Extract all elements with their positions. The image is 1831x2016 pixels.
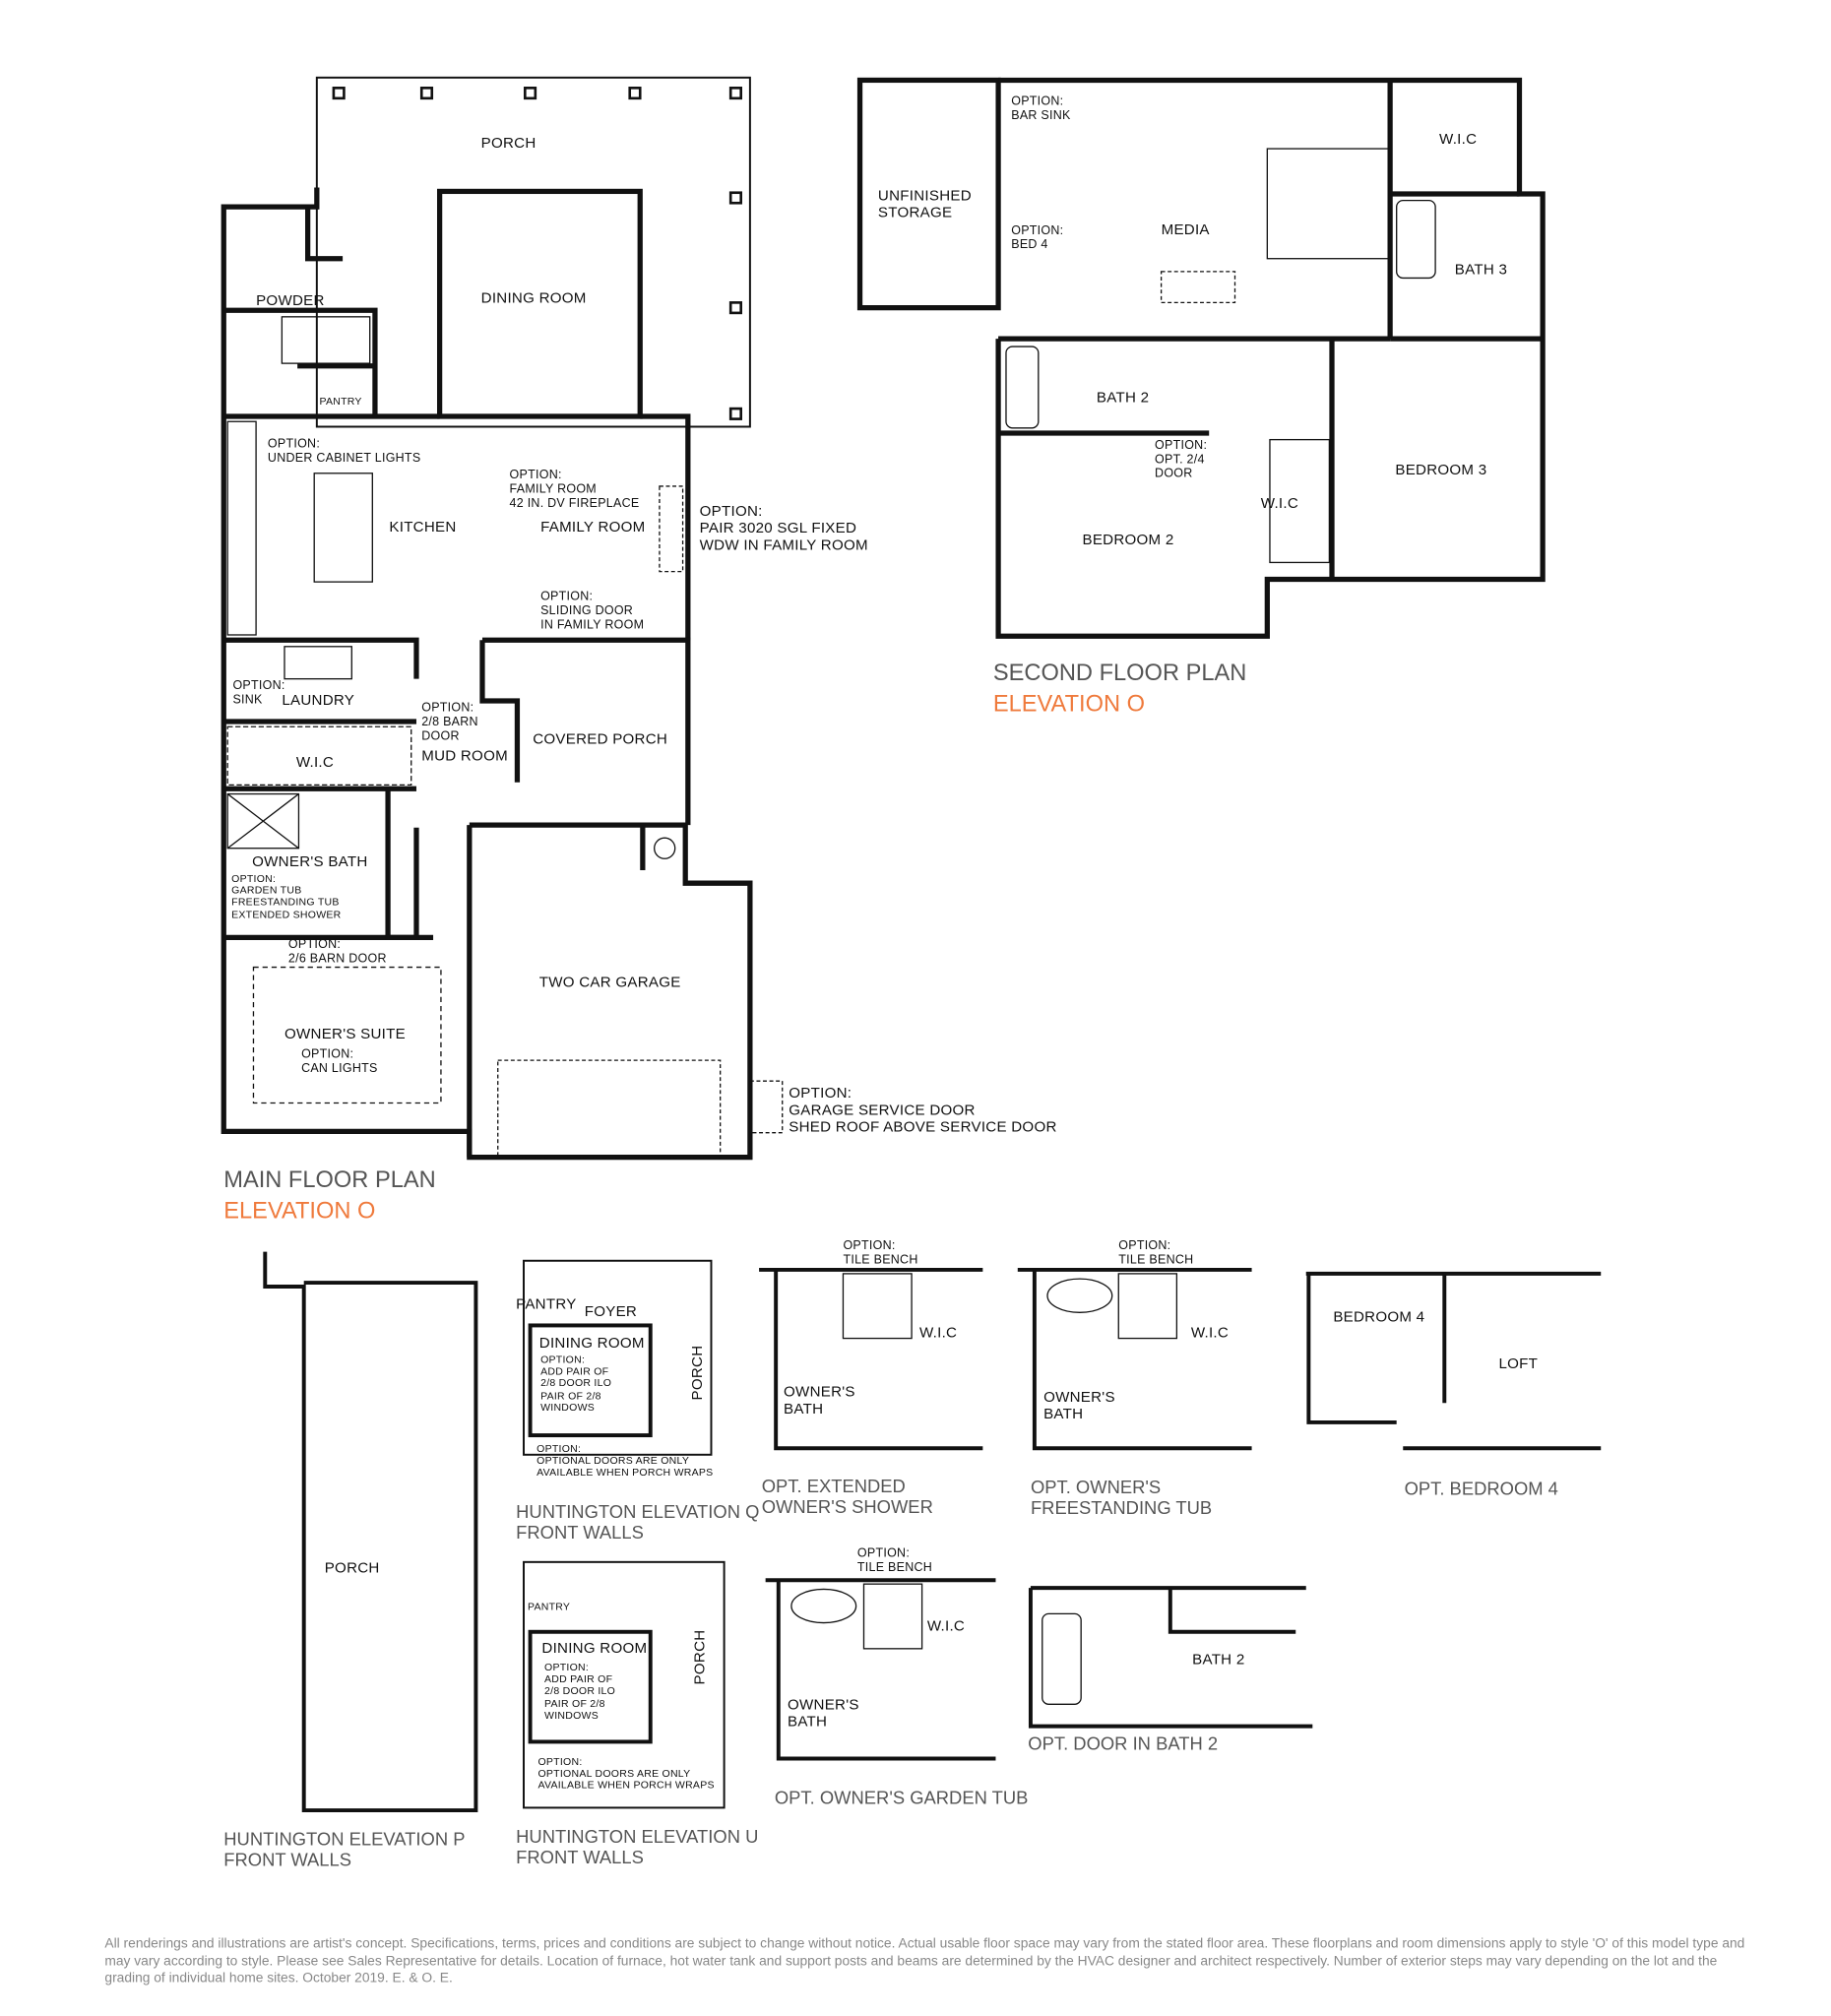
option-barn-door-28: OPTION: 2/8 BARN DOOR — [421, 700, 478, 744]
ext-shower-caption: OPT. EXTENDED OWNER'S SHOWER — [761, 1475, 933, 1517]
main-floor-details — [227, 88, 783, 1157]
room-bedroom2: BEDROOM 2 — [1082, 533, 1174, 548]
room-garage: TWO CAR GARAGE — [538, 975, 681, 991]
second-floor-details — [1006, 149, 1435, 562]
option-bath: OPTION: GARDEN TUB FREESTANDING TUB EXTENDED SHOWER — [231, 872, 342, 920]
elev-u-note: OPTION: OPTIONAL DOORS ARE ONLY AVAILABLE WHEN PORCH WRAPS — [537, 1755, 715, 1792]
room-owners-suite: OWNER'S SUITE — [284, 1026, 406, 1042]
elev-u-porch: PORCH — [692, 1629, 709, 1685]
free-tub-wic: W.I.C — [1190, 1325, 1230, 1342]
option-bar-sink: OPTION: BAR SINK — [1011, 94, 1071, 123]
option-window: OPTION: PAIR 3020 SGL FIXED WDW IN FAMILY ROOM — [699, 504, 868, 554]
room-kitchen: KITCHEN — [389, 520, 457, 536]
room-dining: DINING ROOM — [480, 290, 587, 307]
garden-tub-option: OPTION: TILE BENCH — [856, 1546, 933, 1575]
garden-tub-caption: OPT. OWNER'S GARDEN TUB — [774, 1787, 1029, 1808]
main-floor-walls — [223, 78, 750, 1158]
room-wic-2: W.I.C — [1260, 496, 1299, 513]
second-floor-elevation: ELEVATION O — [992, 690, 1146, 717]
elev-q-porch: PORCH — [690, 1345, 706, 1401]
room-pantry: PANTRY — [319, 395, 362, 408]
room-mud: MUD ROOM — [421, 748, 508, 765]
elev-q-option: OPTION: ADD PAIR OF 2/8 DOOR ILO PAIR OF 2/8 WINDOWS — [540, 1354, 612, 1414]
room-family: FAMILY ROOM — [540, 520, 646, 536]
ext-shower-wic: W.I.C — [918, 1325, 958, 1342]
main-floor-elevation: ELEVATION O — [223, 1197, 376, 1224]
option-service-door: OPTION: GARAGE SERVICE DOOR SHED ROOF ABOVE SERVICE DOOR — [789, 1086, 1057, 1136]
room-wic-top: W.I.C — [1439, 131, 1478, 148]
second-floor-walls — [860, 80, 1544, 636]
room-powder: POWDER — [256, 293, 325, 309]
main-floor-title: MAIN FLOOR PLAN — [223, 1166, 436, 1193]
free-tub-option: OPTION: TILE BENCH — [1118, 1238, 1194, 1268]
room-storage: UNFINISHED STORAGE — [877, 188, 972, 221]
bedroom4-label: BEDROOM 4 — [1333, 1309, 1425, 1326]
elev-u-pantry: PANTRY — [527, 1601, 571, 1613]
option-can-lights: OPTION: CAN LIGHTS — [301, 1047, 378, 1076]
room-wic: W.I.C — [295, 755, 335, 771]
option-bed4: OPTION: BED 4 — [1011, 223, 1064, 253]
room-porch: PORCH — [480, 135, 537, 152]
room-bath3: BATH 3 — [1454, 262, 1508, 279]
garden-tub-wic: W.I.C — [926, 1618, 966, 1635]
bedroom4-caption: OPT. BEDROOM 4 — [1404, 1478, 1558, 1499]
second-floor-title: SECOND FLOOR PLAN — [992, 659, 1247, 686]
elev-q-caption: HUNTINGTON ELEVATION Q FRONT WALLS — [516, 1501, 760, 1544]
elev-p-porch: PORCH — [324, 1560, 380, 1577]
option-fireplace: OPTION: FAMILY ROOM 42 IN. DV FIREPLACE — [509, 468, 640, 511]
bath2door-caption: OPT. DOOR IN BATH 2 — [1028, 1732, 1219, 1754]
room-laundry: LAUNDRY — [282, 693, 355, 709]
elev-u-dining: DINING ROOM — [541, 1640, 648, 1657]
free-tub-caption: OPT. OWNER'S FREESTANDING TUB — [1030, 1477, 1213, 1519]
room-bedroom3: BEDROOM 3 — [1395, 463, 1487, 479]
elev-p-caption: HUNTINGTON ELEVATION P FRONT WALLS — [223, 1828, 466, 1870]
option-under-cabinet: OPTION: UNDER CABINET LIGHTS — [267, 436, 421, 466]
option-sink: OPTION: SINK — [232, 678, 285, 708]
room-owners-bath: OWNER'S BATH — [252, 854, 368, 871]
option-barn-door-26: OPTION: 2/6 BARN DOOR — [287, 937, 387, 967]
room-covered-porch: COVERED PORCH — [533, 731, 668, 748]
ext-shower-option: OPTION: TILE BENCH — [843, 1238, 918, 1268]
free-tub-bath: OWNER'S BATH — [1043, 1390, 1115, 1423]
room-bath2: BATH 2 — [1096, 390, 1150, 407]
elev-q-note: OPTION: OPTIONAL DOORS ARE ONLY AVAILABLE WHEN PORCH WRAPS — [537, 1442, 714, 1479]
elev-u-caption: HUNTINGTON ELEVATION U FRONT WALLS — [516, 1825, 759, 1867]
bath2door-label: BATH 2 — [1192, 1652, 1245, 1669]
loft-label: LOFT — [1498, 1355, 1539, 1372]
garden-tub-bath: OWNER'S BATH — [787, 1697, 859, 1731]
elev-q-dining: DINING ROOM — [538, 1335, 645, 1352]
option-door-24: OPTION: OPT. 2/4 DOOR — [1155, 438, 1208, 481]
elev-u-option: OPTION: ADD PAIR OF 2/8 DOOR ILO PAIR OF 2/8 WINDOWS — [544, 1661, 616, 1722]
room-media: MEDIA — [1161, 221, 1210, 238]
disclaimer: All renderings and illustrations are artist's concept. Specifications, terms, prices and conditions are subject to change without notice. Actual usable floor space may vary from the stated floor area. These floorplans and room dimensions apply to style 'O' of this model type and may vary according to style. Please see Sales Representative for details. Location of furnace, hot water tank and support posts and beams are determined by the HVAC designer and architect respectively. Number of exterior steps may vary depending on the lot and the grading of individual home sites. October 2019. E. & O. E. — [104, 1935, 1745, 1987]
elev-q-pantry: PANTRY — [516, 1296, 577, 1313]
elev-q-foyer: FOYER — [584, 1304, 638, 1321]
option-sliding: OPTION: SLIDING DOOR IN FAMILY ROOM — [540, 590, 645, 633]
ext-shower-bath: OWNER'S BATH — [784, 1384, 855, 1418]
